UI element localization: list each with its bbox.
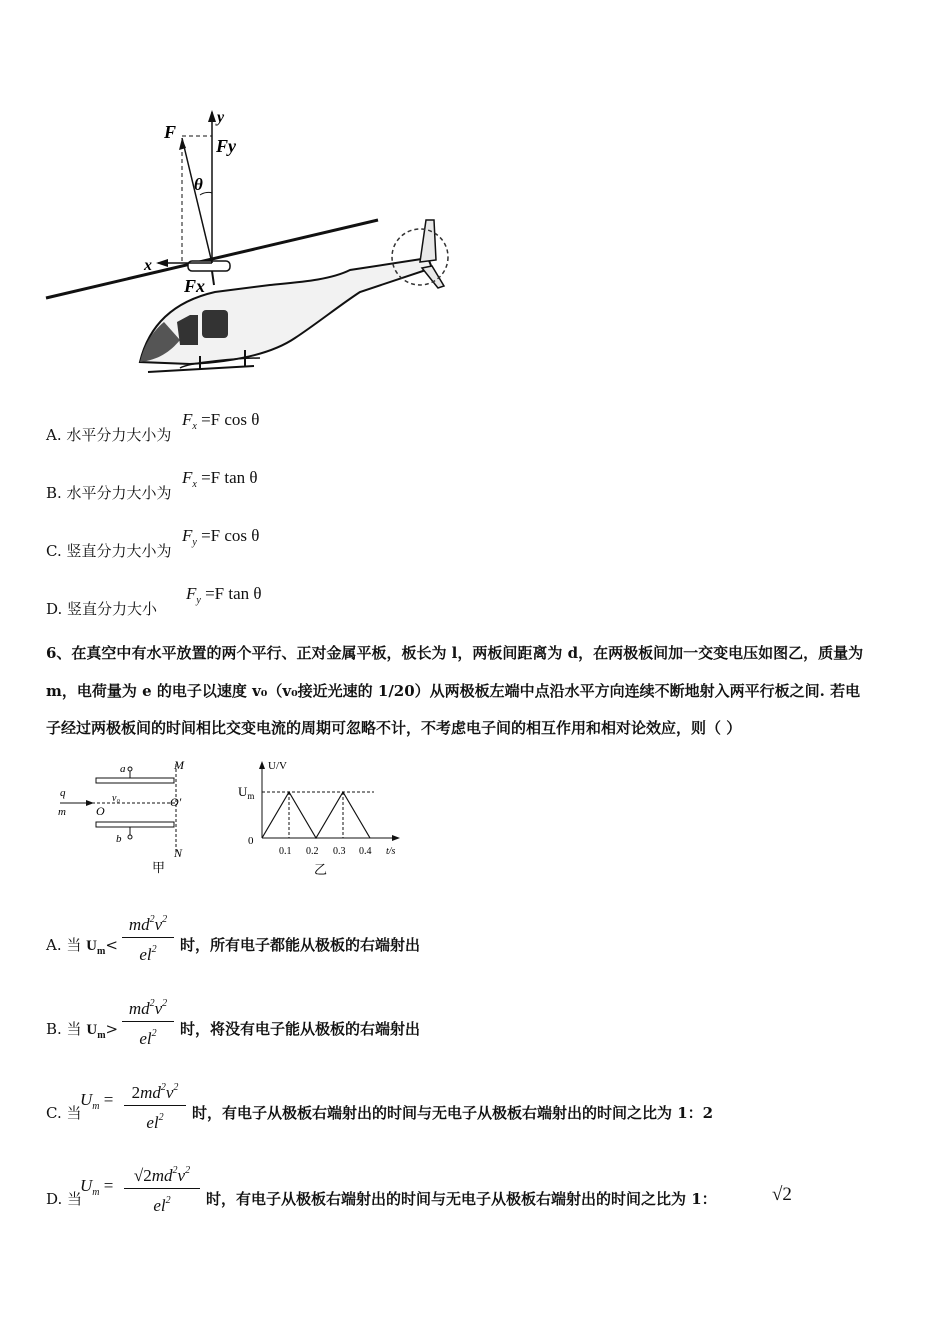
q6-option-b[interactable]: B. 当 $U_m>$ [46,1020,119,1041]
q5-option-b[interactable] [46,482,172,503]
q6-stem-line-3: 子经过两极板间的时间相比交变电流的周期可忽略不计，不考虑电子间的相互作用和相对论效应，则（ ） [46,719,742,737]
q6-stem-line-1: 6、在真空中有水平放置的两个平行、正对金属平板，板长为 l，两板间距离为 d，在两极板间加一交变电压如图乙，质量为 [46,644,864,662]
q6-option-c-var: $U_m$ = [80,1090,114,1112]
origin-label: 0 [248,835,254,847]
caption-jia: 甲 [152,860,166,875]
q6-option-d-var: $U_m$ = [80,1176,114,1198]
q6-option-b-tail: 时，将没有电子能从极板的右端射出 [180,1020,421,1038]
q6-option-a-tail: 时，所有电子都能从极板的右端射出 [180,936,421,954]
y-axis-label: U/V [268,760,287,772]
q6-stem-line-2: m，电荷量为 e 的电子以速度 v₀（v₀接近光速的 1/20）从两极板左端中点沿水平方向连续不断地射入两平行板之间. 若电 [46,682,861,700]
caption-yi: 乙 [314,862,328,877]
side-window [202,310,228,338]
voltage-series-line [262,792,370,838]
q6-option-c-tail: 时，有电子从极板右端射出的时间与无电子从极板右端射出的时间之比为 1：2 [192,1104,714,1122]
q5-option-b-formula: $F_x =F$ tan θ [182,468,258,490]
q5-option-d[interactable] [46,598,157,619]
tick-label-0.1: 0.1 [279,846,292,857]
label-b: b [116,833,122,845]
peak-label: $U_m$ [238,784,255,801]
force-F-arrow [182,138,212,263]
label-y: y [217,109,225,126]
tick-label-0.2: 0.2 [306,846,319,857]
q6-option-a[interactable]: A. 当 $U_m<$ [46,936,118,957]
tick-label-0.3: 0.3 [333,846,346,857]
option-text: D. 竖直分力大小 [46,600,158,618]
q5-option-a[interactable] [46,424,171,445]
q5-option-d-formula: $F_y =F$ tan θ [186,584,262,606]
q6-option-d-tail: 时，有电子从极板右端射出的时间与无电子从极板右端射出的时间之比为 1： [206,1190,717,1208]
label-Fy: Fy [216,136,236,156]
sqrt2-value: √2 [772,1184,792,1205]
label-O: O [96,804,105,818]
q6-option-a-fraction: $md^2v^2$ $el^2$ [122,909,174,966]
helicopter-figure [40,100,460,385]
option-text: C. 竖直分力大小为 [46,542,172,560]
q6-option-b-fraction: $md^2v^2$ $el^2$ [122,993,174,1050]
label-x: x [144,257,152,274]
bottom-plate [96,822,174,827]
label-theta: θ [194,175,203,194]
q5-option-a-formula: $F_x =F$ cos θ [182,410,260,432]
tick-label-0.4: 0.4 [359,846,372,857]
helicopter-body [140,258,432,364]
q6-option-d[interactable]: D. 当 [46,1190,83,1208]
label-v0: v₀ [112,793,120,804]
label-Oprime: O′ [170,795,182,809]
label-M: M [174,758,184,772]
q6-option-c-fraction: $2md^2v^2$ $el^2$ [124,1077,186,1134]
option-text: B. 水平分力大小为 [46,484,172,502]
label-q: q [60,787,66,799]
x-axis-label: t/s [386,846,396,857]
q6-option-d-fraction: $√2md^2v^2$ $el^2$ [124,1160,200,1217]
tail-fin [420,220,436,262]
q5-option-c-formula: $F_y =F$ cos θ [182,526,260,548]
option-text: A. 水平分力大小为 [46,426,172,444]
figure-jia [52,756,202,876]
q5-option-c[interactable] [46,540,171,561]
q6-option-c[interactable]: C. 当 [46,1104,82,1122]
figure-yi-chart [232,756,407,880]
label-m: m [58,806,66,818]
label-Fx: Fx [184,276,206,296]
label-N: N [174,846,183,860]
top-plate [96,778,174,783]
label-a: a [120,763,126,775]
label-F: F [164,122,177,142]
